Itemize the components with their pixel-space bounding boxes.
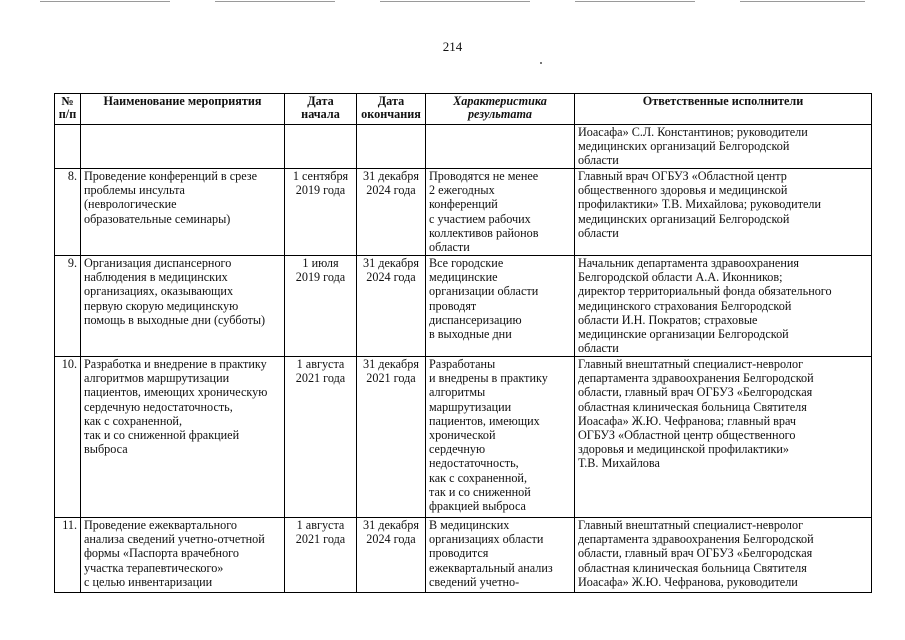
cell-event-name: Разработка и внедрение в практику алгоритмов маршрутизации пациентов, имеющих хроническую сердечную недостаточность, как с сохраненной, так и со сниженной фракцией выброса xyxy=(81,357,285,518)
cell-responsible: Главный внештатный специалист-невролог департамента здравоохранения Белгородской области, главный врач ОГБУЗ «Белгородская областная клиническая больница Святителя Иоасафа» Ж.Ю. Чефранова; главный врач ОГБУЗ «Областной центр общественного здоровья и медицинской профилактики» Т.В. Михайлова xyxy=(575,357,872,518)
events-table xyxy=(54,93,872,593)
cell-start-date: 1 августа 2021 года xyxy=(285,357,357,518)
table-row xyxy=(55,357,872,518)
cell-result: Все городские медицинские организации области проводят диспансеризацию в выходные дни xyxy=(426,256,575,357)
cell-responsible: Начальник департамента здравоохранения Белгородской области А.А. Иконников; директор территориальный фонда обязательного медицинского страхования Белгородской области И.Н. Пократов; страховые медицинские организации Белгородской области xyxy=(575,256,872,357)
header-result: Характеристика результата xyxy=(426,94,575,125)
cell-end-date: 31 декабря 2024 года xyxy=(357,256,426,357)
cell-responsible: Главный внештатный специалист-невролог департамента здравоохранения Белгородской области, главный врач ОГБУЗ «Белгородская областная клиническая больница Святителя Иоасафа» Ж.Ю. Чефранова, руководители xyxy=(575,518,872,593)
cell-number: 10. xyxy=(55,357,81,518)
cell-event-name: Организация диспансерного наблюдения в медицинских организациях, оказывающих первую скорую медицинскую помощь в выходные дни (субботы) xyxy=(81,256,285,357)
cell-result: Разработаны и внедрены в практику алгоритмы маршрутизации пациентов, имеющих хронической сердечную недостаточность, как с сохраненной, так и со сниженной фракцией выброса xyxy=(426,357,575,518)
cell-end-date: 31 декабря 2024 года xyxy=(357,518,426,593)
cell-event-name: Проведение ежеквартального анализа сведений учетно-отчетной формы «Паспорта врачебного участка терапевтического» с целью инвентаризации xyxy=(81,518,285,593)
cell-result xyxy=(426,125,575,169)
cell-result: В медицинских организациях области проводится ежеквартальный анализ сведений учетно- xyxy=(426,518,575,593)
header-start-date: Дата начала xyxy=(285,94,357,125)
header-responsible: Ответственные исполнители xyxy=(575,94,872,125)
cell-responsible: Главный врач ОГБУЗ «Областной центр общественного здоровья и медицинской профилактики» Т.В. Михайлова; руководители медицинских организаций Белгородской области xyxy=(575,169,872,256)
top-scan-rule xyxy=(0,0,905,4)
header-number: № п/п xyxy=(55,94,81,125)
cell-end-date xyxy=(357,125,426,169)
cell-start-date xyxy=(285,125,357,169)
cell-responsible: Иоасафа» С.Л. Константинов; руководители медицинских организаций Белгородской области xyxy=(575,125,872,169)
table-row xyxy=(55,256,872,357)
cell-number: 11. xyxy=(55,518,81,593)
table-header-row xyxy=(55,94,872,125)
scan-speck xyxy=(540,62,542,64)
header-end-date: Дата окончания xyxy=(357,94,426,125)
header-event-name: Наименование мероприятия xyxy=(81,94,285,125)
cell-end-date: 31 декабря 2024 года xyxy=(357,169,426,256)
cell-start-date: 1 сентября 2019 года xyxy=(285,169,357,256)
cell-start-date: 1 июля 2019 года xyxy=(285,256,357,357)
table-row xyxy=(55,169,872,256)
cell-event-name: Проведение конференций в срезе проблемы инсульта (неврологические образовательные семинары) xyxy=(81,169,285,256)
cell-event-name xyxy=(81,125,285,169)
cell-end-date: 31 декабря 2021 года xyxy=(357,357,426,518)
page-number: 214 xyxy=(442,39,463,54)
table-row xyxy=(55,518,872,593)
cell-number: 8. xyxy=(55,169,81,256)
cell-number: 9. xyxy=(55,256,81,357)
cell-number xyxy=(55,125,81,169)
cell-start-date: 1 августа 2021 года xyxy=(285,518,357,593)
cell-result: Проводятся не менее 2 ежегодных конференций с участием рабочих коллективов районов области xyxy=(426,169,575,256)
table-row-continuation xyxy=(55,125,872,169)
